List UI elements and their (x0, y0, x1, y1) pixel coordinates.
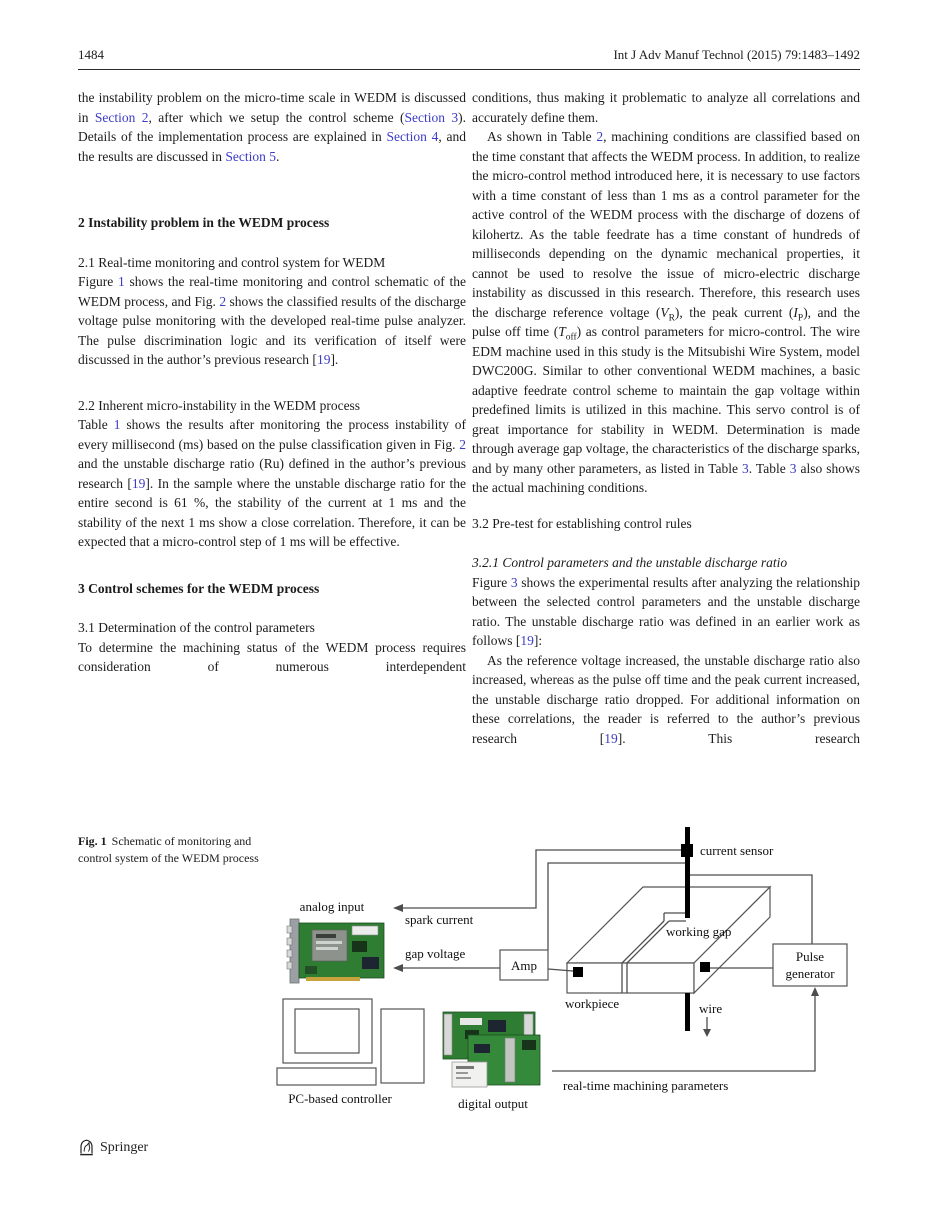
cross-ref-link[interactable]: 2 (596, 129, 604, 144)
cross-ref-link[interactable]: 1 (118, 274, 125, 289)
figure-caption (78, 833, 260, 866)
cross-ref-link[interactable]: Section 5 (225, 148, 276, 164)
cross-ref-link[interactable]: 19 (604, 730, 618, 746)
left-column (78, 88, 466, 677)
springer-logo-icon (78, 1138, 95, 1158)
diagram-label-analog-input: analog input (299, 899, 365, 914)
diagram-label-working-gap: working gap (666, 924, 732, 939)
workpiece-drawing (567, 887, 770, 993)
cross-ref-link[interactable]: 3 (789, 460, 797, 476)
diagram-label-wire: wire (699, 1001, 723, 1016)
diagram-label-workpiece: workpiece (565, 996, 620, 1011)
diagram-label-current-sensor: current sensor (700, 843, 774, 858)
cross-ref-link[interactable]: Section 4 (386, 129, 439, 144)
subsection-heading-3-1: 3.1 Determination of the control parameters (78, 620, 315, 635)
figure-caption-label: Fig. 1 (78, 834, 107, 848)
subsection-heading-3-2: 3.2 Pre-test for establishing control rules (472, 515, 692, 531)
paragraph: To determine the machining status of the WEDM process requires consideration of numerous interdependent (78, 639, 466, 674)
pc-image (277, 999, 424, 1085)
analog-input-card-image (287, 919, 384, 983)
diagram-label-spark-current: spark current (405, 912, 474, 927)
digital-output-card-image (443, 1012, 540, 1087)
paragraph: Table 1 shows the results after monitoring the process instability of every millisecond (ms) based on the pulse classification given in Fig. 2 and the unstable discharge ratio (Ru) defined in the author’s previous research [19]. In the sample where the unstable discharge ratio for the entire second is 61 %, the stability of the current at 1 ms and the stability of the next 1 ms show a close correlation. Therefore, it can be expected that a micro-control step of 1 ms will be effective. (78, 417, 467, 549)
diagram-label-generator: generator (785, 966, 835, 981)
subsection-heading-2-1: 2.1 Real-time monitoring and control system for WEDM (78, 254, 386, 270)
page-header (78, 47, 860, 63)
paragraph: As the reference voltage increased, the unstable discharge ratio also increased, whereas as the pulse off time and the peak current increased, the unstable discharge ratio dropped. For additional information on these correlations, the reader is referred to the author’s previous research [19]. This research (472, 652, 860, 746)
diagram-label-pc-based-controller: PC-based controller (288, 1091, 392, 1106)
cross-ref-link[interactable]: 3 (742, 460, 749, 476)
cross-ref-link[interactable]: Section 3 (404, 109, 459, 125)
diagram-label-gap-voltage: gap voltage (405, 946, 466, 961)
publisher-footer (78, 1138, 148, 1158)
paragraph: Figure 1 shows the real-time monitoring and control schematic of the WEDM process, and Fig. 2 shows the classified results of the discharge voltage pulse monitoring with the developed real-time pulse analyzer. The pulse discrimination logic and its verification of itself were discussed in the author’s previous research [19]. (78, 274, 466, 367)
figure-caption-text: Schematic of monitoring and control system of the WEDM process (78, 834, 259, 865)
current-sensor-marker (681, 844, 693, 857)
cross-ref-link[interactable]: 2 (459, 436, 466, 452)
publisher-name: Springer (100, 1140, 149, 1155)
figure-1-diagram (258, 820, 880, 1122)
paragraph: As shown in Table 2, machining conditions are classified based on the time constant that affects the WEDM process. In addition, to realize the micro-control method introduced here, it is necessary to use factors with a time constant of less than 1 ms as a control parameter for the active control of the WEDM process with the discharge of dozens of kilohertz. As the table feedrate has a time constant of hundreds of milliseconds depending on the dynamic mechanical properties, it cannot be used to resolve the issue of micro-electric discharge instability as discussed in this research. Therefore, this research uses the discharge reference voltage $(V_R)$, the peak current $(I_P)$, and the pulse off time $(T_{off})$ as control parameters for micro-control. The wire EDM machine used in this study is the Mitsubishi Wire System, model DWC200G. Similar to other conventional WEDM machines, a basic adaptive feedrate control scheme to maintain the gap voltage within predefined limits is utilized in this machine. This servo control is of great importance for stability in WEDM. Determination is made through average gap voltage, the characteristics of the discharge sparks, and by many other parameters, as listed in Table 3. Table 3 also shows the actual machining conditions. (472, 129, 860, 495)
cross-ref-link[interactable]: 19 (131, 475, 146, 491)
section-heading-3: 3 Control schemes for the WEDM process (78, 580, 320, 596)
diagram-label-pulse: Pulse (795, 949, 825, 964)
subsection-heading-2-2: 2.2 Inherent micro-instability in the WEDM process (78, 397, 361, 413)
cross-ref-link[interactable]: 2 (219, 293, 227, 309)
right-column (472, 88, 860, 748)
subsubsection-heading-3-2-1: 3.2.1 Control parameters and the unstable discharge ratio (472, 555, 788, 570)
header-rule (78, 69, 860, 70)
page-number: 1484 (78, 47, 104, 62)
diagram-label-digital-output: digital output (458, 1096, 528, 1111)
diagram-label-amp: Amp (511, 958, 537, 973)
paragraph: conditions, thus making it problematic to analyze all correlations and accurately define them. (472, 90, 860, 125)
diagram-label-realtime-params: real-time machining parameters (563, 1078, 729, 1093)
cross-ref-link[interactable]: 3 (510, 574, 518, 590)
paragraph: the instability problem on the micro-time scale in WEDM is discussed in Section 2, after which we setup the control scheme (Section 3). Details of the implementation process are explained in Section 4, and the results are discussed in Section 5. (78, 90, 466, 164)
cross-ref-link[interactable]: 1 (113, 417, 121, 432)
section-heading-2: 2 Instability problem in the WEDM process (78, 215, 330, 230)
paragraph: Figure 3 shows the experimental results after analyzing the relationship between the selected control parameters and the unstable discharge ratio. The unstable discharge ratio was defined in an earlier work as follows [19]: (472, 574, 860, 648)
cross-ref-link[interactable]: Section 2 (94, 109, 149, 125)
cross-ref-link[interactable]: 19 (520, 633, 534, 648)
journal-ref: Int J Adv Manuf Technol (2015) 79:1483–1492 (613, 47, 860, 62)
cross-ref-link[interactable]: 19 (316, 352, 331, 367)
